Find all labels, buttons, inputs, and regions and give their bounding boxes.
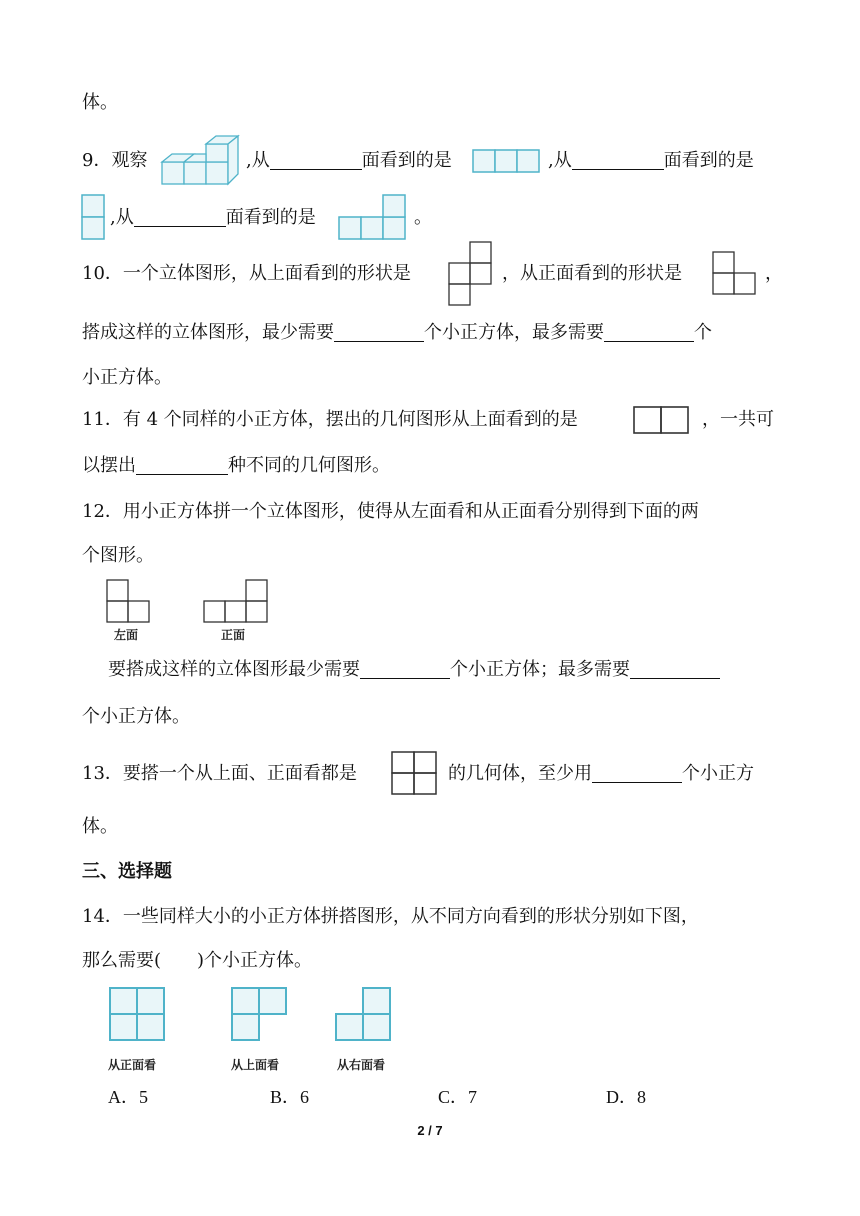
q11-line1b: ，一共可 bbox=[702, 409, 774, 430]
q10-blank-min[interactable] bbox=[334, 321, 424, 342]
q10-line1b: ，从正面看到的形状是 bbox=[502, 263, 682, 284]
q9-line1-rest2: ,从 面看到的是 bbox=[548, 150, 754, 171]
q10-line3: 小正方体。 bbox=[82, 367, 172, 388]
q14-caption-right: 从右面看 bbox=[337, 1058, 386, 1072]
q12-line3: 要搭成这样的立体图形最少需要 个小正方体；最多需要 bbox=[108, 655, 720, 685]
q10-line1c: ， bbox=[765, 263, 783, 284]
q13-line2: 体。 bbox=[82, 816, 118, 837]
q9-3d-cube-figure bbox=[160, 134, 242, 188]
q11-line1a: 11．有 4 个同样的小正方体，摆出的几何图形从上面看到的是 bbox=[82, 409, 578, 430]
q14-top-view-figure bbox=[230, 986, 288, 1042]
q10-blank-max[interactable] bbox=[604, 321, 694, 342]
q10-line2: 搭成这样的立体图形，最少需要 个小正方体，最多需要 个 bbox=[82, 322, 712, 343]
q10-front-view-figure bbox=[712, 251, 758, 297]
q12-caption-left: 左面 bbox=[114, 628, 139, 642]
option-c[interactable]: C．7 bbox=[438, 1087, 478, 1107]
q12-blank-min[interactable] bbox=[360, 658, 450, 679]
q14-front-view-figure bbox=[108, 986, 166, 1042]
q9-number: 9．观察 bbox=[82, 150, 148, 171]
q9-line1-rest: ,从 面看到的是 bbox=[246, 150, 452, 171]
q9-view-two-column bbox=[81, 194, 105, 240]
q12-line1: 12．用小正方体拼一个立体图形，使得从左面看和从正面看分别得到下面的两 bbox=[82, 501, 699, 522]
q14-caption-front: 从正面看 bbox=[108, 1058, 157, 1072]
section-title-choice: 三、选择题 bbox=[82, 861, 172, 882]
q12-blank-max[interactable] bbox=[630, 658, 720, 679]
q9-line1 bbox=[82, 146, 147, 176]
q10-line1a: 10．一个立体图形，从上面看到的形状是 bbox=[82, 263, 411, 284]
q9-line2: ,从 面看到的是 bbox=[110, 207, 316, 228]
q9-blank-2[interactable] bbox=[572, 149, 664, 170]
q9-view-l-shape bbox=[338, 194, 408, 240]
q13-view-figure bbox=[390, 750, 440, 796]
q14-caption-top: 从上面看 bbox=[231, 1058, 280, 1072]
q14-line2: 那么需要( )个小正方体。 bbox=[82, 950, 313, 971]
q9-period: 。 bbox=[414, 207, 432, 228]
q14-line1: 14．一些同样大小的小正方体拼搭图形，从不同方向看到的形状分别如下图， bbox=[82, 906, 699, 927]
q14-right-view-figure bbox=[334, 986, 392, 1042]
q13-line1-rest: 的几何体，至少用 个小正方 bbox=[448, 763, 754, 784]
option-a[interactable]: A．5 bbox=[108, 1087, 148, 1107]
q9-blank-1[interactable] bbox=[270, 149, 362, 170]
q12-front-view-figure bbox=[203, 578, 269, 624]
option-d[interactable]: D．8 bbox=[606, 1087, 646, 1107]
q12-line4: 个小正方体。 bbox=[82, 706, 190, 727]
q8-tail: 体。 bbox=[82, 92, 118, 113]
q12-caption-front: 正面 bbox=[221, 628, 246, 642]
q11-top-view-figure bbox=[632, 405, 690, 435]
q9-view-three-row bbox=[472, 149, 542, 173]
q9-blank-3[interactable] bbox=[134, 206, 226, 227]
q11-line2: 以摆出 种不同的几何图形。 bbox=[82, 455, 390, 476]
page-number: 2 / 7 bbox=[417, 1123, 443, 1138]
q11-blank[interactable] bbox=[136, 454, 228, 475]
option-b[interactable]: B．6 bbox=[270, 1087, 310, 1107]
q13-blank[interactable] bbox=[592, 762, 682, 783]
q12-line2: 个图形。 bbox=[82, 545, 154, 566]
q12-left-view-figure bbox=[106, 578, 152, 624]
q13-line1a: 13．要搭一个从上面、正面看都是 bbox=[82, 763, 357, 784]
q10-top-view-figure bbox=[448, 240, 496, 306]
